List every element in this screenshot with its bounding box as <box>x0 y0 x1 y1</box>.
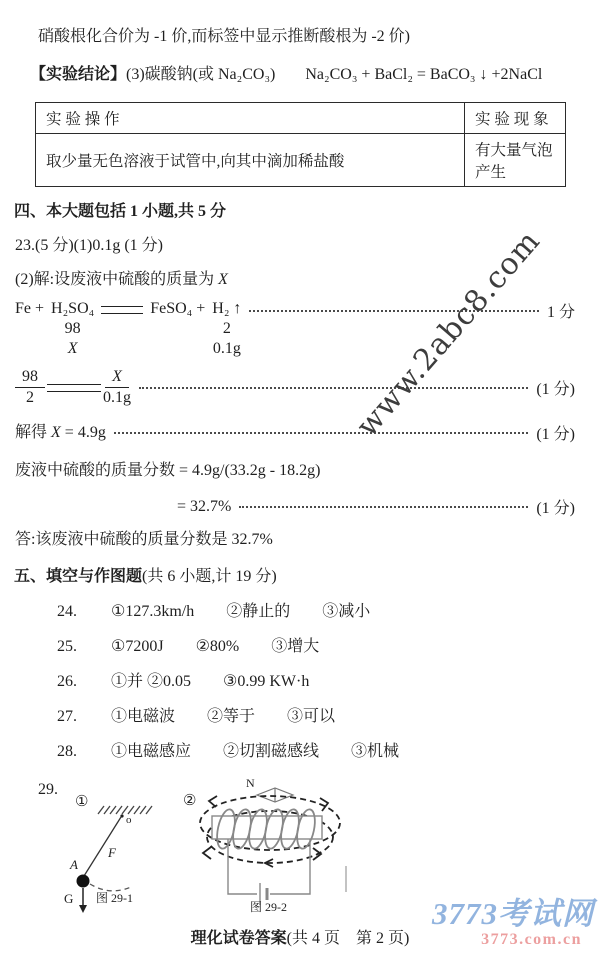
q25-answer-2: ②80% <box>195 638 240 655</box>
q29-number: 29. <box>38 781 58 798</box>
point-a-label: A <box>70 857 78 872</box>
logo-domain: 3773.com.cn <box>481 931 582 948</box>
dotted-leader <box>249 310 539 312</box>
proportion-row <box>15 367 575 408</box>
q27-answer-3: ③可以 <box>287 708 336 725</box>
q26-row <box>57 671 600 693</box>
q23-part2-text: (2)解:设废液中硫酸的质量为 <box>15 271 219 288</box>
col-header-operation: 实 验 操 作 <box>36 103 465 134</box>
cell-phenomenon: 有大量气泡产生 <box>465 134 566 187</box>
eq-right-head: FeSO₄ + <box>150 300 206 317</box>
figure-29-2-solenoid <box>180 774 358 914</box>
mass-fraction-line: 废液中硫酸的质量分数 = 4.9g/(33.2g - 18.2g) <box>15 462 321 479</box>
dotted-leader <box>114 432 529 434</box>
q26-answer-2: ③0.99 KW·h <box>223 673 310 690</box>
eq-right-mass: 2 <box>222 320 231 337</box>
q24-row <box>57 601 600 623</box>
compass-n-label: N <box>246 776 255 790</box>
circled-2-label: ② <box>183 793 197 809</box>
eq-left-var: X <box>67 340 78 357</box>
q28-answer-1: ①电磁感应 <box>111 743 192 760</box>
q25-answer-1: ①7200J <box>111 638 164 655</box>
q28-number: 28. <box>57 743 77 760</box>
q25-answer-3: ③增大 <box>271 638 320 655</box>
table-header-row <box>36 103 566 134</box>
fraction-right-den: 0.1g <box>103 389 131 406</box>
scan-artifact <box>345 866 347 892</box>
experiment-table <box>35 102 566 187</box>
fraction-right <box>103 367 131 408</box>
chemical-equation <box>15 299 241 359</box>
fraction-right-num: X <box>105 367 129 388</box>
pendulum-ball <box>77 875 90 888</box>
q23-part1: 23.(5 分)(1)0.1g (1 分) <box>15 237 163 254</box>
eq-right-formula: H₂ ↑ <box>212 300 242 317</box>
gravity-label: G <box>64 891 74 906</box>
eq-left-formula: H₂SO₄ <box>51 300 95 317</box>
q24-answer-1: ①127.3km/h <box>111 603 195 620</box>
q28-answer-3: ③机械 <box>351 743 400 760</box>
logo-site-name: 3773考试网 <box>432 896 594 931</box>
force-label: F <box>108 845 116 860</box>
pivot-label: o <box>126 814 132 826</box>
score-4: (1 分) <box>536 500 575 517</box>
diagonal-watermark: www.2abc8.com <box>349 223 548 444</box>
trajectory-arc <box>90 884 131 891</box>
compass-needle <box>257 788 293 802</box>
conclusion-label: 【实验结论】 <box>30 66 127 83</box>
footer-title: 理化试卷答案 <box>190 930 287 947</box>
gravity-arrowhead <box>79 905 87 913</box>
section5-title-main: 五、填空与作图题 <box>14 568 143 585</box>
q27-answer-2: ②等于 <box>207 708 256 725</box>
figure-29-1-caption: 图 29-1 <box>96 891 133 905</box>
site-logo <box>432 898 594 948</box>
q24-answer-2: ②静止的 <box>226 603 291 620</box>
q28-answer-2: ②切割磁感线 <box>223 743 320 760</box>
q23-part2 <box>15 269 600 291</box>
chemical-equation-row <box>15 299 575 359</box>
solve-row <box>15 421 575 444</box>
q25-row <box>57 636 600 658</box>
figure-29-2-caption: 图 29-2 <box>250 900 287 914</box>
dotted-leader <box>139 387 528 389</box>
score-3: (1 分) <box>536 426 575 443</box>
q24-number: 24. <box>57 603 77 620</box>
result-row <box>177 495 575 518</box>
fraction-left <box>15 367 45 408</box>
q26-number: 26. <box>57 673 77 690</box>
fraction-left-den: 2 <box>26 389 34 406</box>
q27-number: 27. <box>57 708 77 725</box>
col-header-phenomenon: 实 验 现 象 <box>465 103 566 134</box>
conclusion-text: (3)碳酸钠(或 Na₂CO₃) <box>126 66 276 83</box>
eq-right-val: 0.1g <box>212 340 241 357</box>
dotted-leader <box>239 506 528 508</box>
fraction-left-num: 98 <box>15 367 45 388</box>
answer-line: 答:该废液中硫酸的质量分数是 32.7% <box>15 531 273 548</box>
footer-page-info: (共 4 页 第 2 页) <box>286 930 410 947</box>
score-1: 1 分 <box>546 304 575 321</box>
section5-title <box>14 566 600 588</box>
ceiling-hatch <box>98 806 152 814</box>
note-line: 硝酸根化合价为 -1 价,而标签中显示推断酸根为 -2 价) <box>38 28 410 45</box>
equals-double-line <box>47 384 101 392</box>
figure-29-1-pendulum <box>64 781 179 919</box>
score-2: (1 分) <box>536 381 575 398</box>
circled-1-label: ① <box>75 794 89 810</box>
solve-text: 解得 X = 4.9g <box>15 423 106 441</box>
equals-double-line <box>101 306 143 314</box>
q26-answer-1: ①并 ②0.05 <box>111 673 192 690</box>
table-row <box>36 134 566 187</box>
result-value: = 32.7% <box>177 497 232 515</box>
q27-answer-1: ①电磁波 <box>111 708 176 725</box>
q23-part2-var: X <box>218 271 228 288</box>
q27-row <box>57 706 600 728</box>
q24-answer-3: ③减小 <box>322 603 371 620</box>
q28-row <box>57 741 600 763</box>
section4-title: 四、本大题包括 1 小题,共 5 分 <box>14 203 227 220</box>
conclusion-line <box>30 64 600 86</box>
cell-operation: 取少量无色溶液于试管中,向其中滴加稀盐酸 <box>36 134 465 187</box>
conclusion-equation: Na₂CO₃ + BaCl₂ = BaCO₃ ↓ +2NaCl <box>305 66 543 83</box>
eq-left-head: Fe + <box>15 300 45 317</box>
section5-title-sub: (共 6 小题,计 19 分) <box>142 568 277 585</box>
q25-number: 25. <box>57 638 77 655</box>
eq-left-mass: 98 <box>64 320 81 337</box>
